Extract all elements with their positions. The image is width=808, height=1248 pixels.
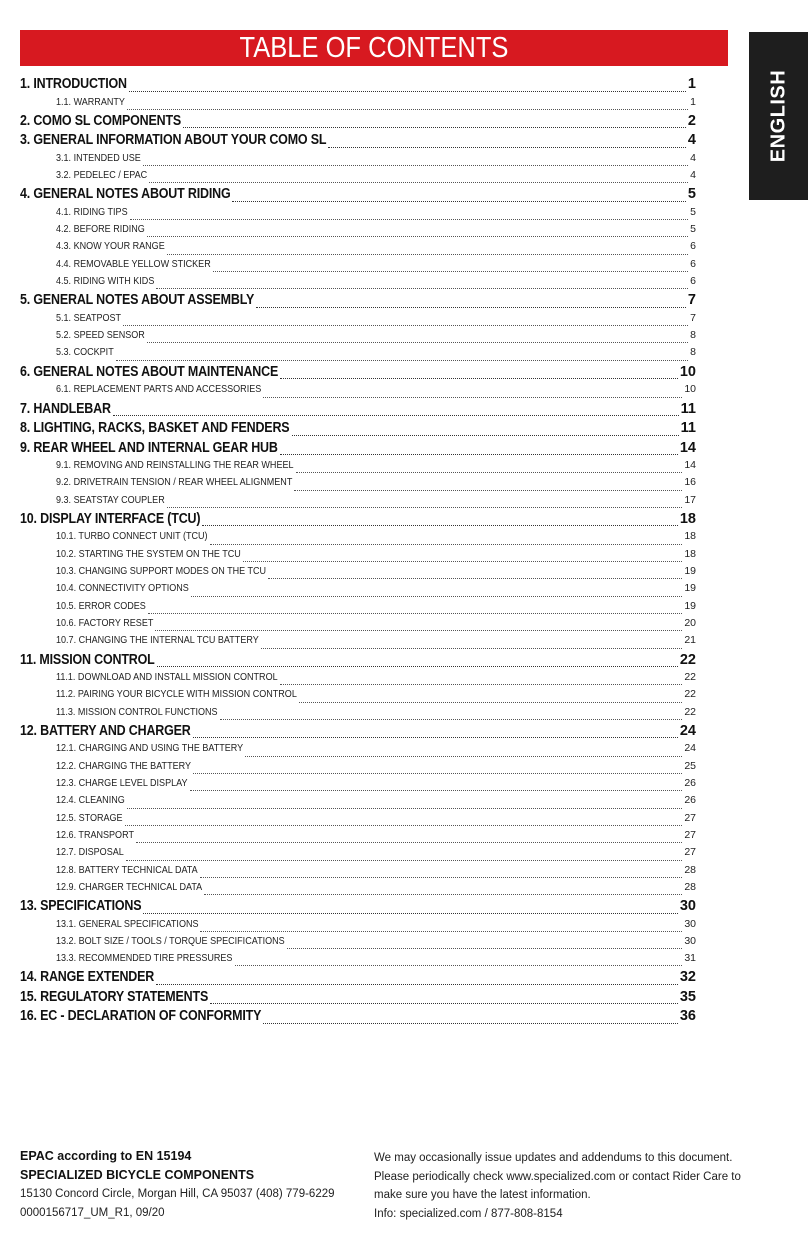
toc-entry-label: 13.3. RECOMMENDED TIRE PRESSURES bbox=[56, 952, 233, 965]
toc-page-number: 21 bbox=[684, 634, 696, 647]
toc-dot-leader bbox=[299, 702, 682, 703]
toc-entry-label: 10.7. CHANGING THE INTERNAL TCU BATTERY bbox=[56, 634, 259, 647]
toc-page-number: 7 bbox=[690, 311, 696, 324]
toc-section-entry[interactable] bbox=[20, 989, 696, 1009]
toc-dot-leader bbox=[155, 630, 682, 631]
toc-entry-label: 12.4. CLEANING bbox=[56, 794, 125, 807]
toc-dot-leader bbox=[113, 415, 679, 416]
toc-page-number: 14 bbox=[684, 459, 696, 472]
toc-entry-label: 11.3. MISSION CONTROL FUNCTIONS bbox=[56, 705, 218, 718]
toc-page-number: 17 bbox=[684, 493, 696, 506]
toc-section-entry[interactable] bbox=[20, 1008, 696, 1028]
toc-section-entry[interactable] bbox=[20, 723, 696, 743]
toc-entry-label: 6.1. REPLACEMENT PARTS AND ACCESSORIES bbox=[56, 383, 262, 396]
footer-update-notice bbox=[374, 1149, 794, 1223]
toc-page-number: 2 bbox=[687, 112, 696, 129]
toc-dot-leader bbox=[149, 182, 688, 183]
toc-subsection-entry[interactable] bbox=[20, 846, 696, 863]
toc-subsection-entry[interactable] bbox=[20, 530, 696, 547]
toc-dot-leader bbox=[202, 525, 678, 526]
toc-subsection-entry[interactable] bbox=[20, 383, 696, 400]
footer-publisher-info bbox=[20, 1147, 360, 1223]
toc-section-entry[interactable] bbox=[20, 292, 696, 312]
toc-dot-leader bbox=[191, 596, 682, 597]
toc-page-number: 18 bbox=[684, 530, 696, 543]
toc-dot-leader bbox=[136, 842, 682, 843]
toc-entry-label: 1.1. WARRANTY bbox=[56, 95, 125, 108]
toc-dot-leader bbox=[156, 984, 678, 985]
toc-entry-label: 10.6. FACTORY RESET bbox=[56, 616, 154, 629]
toc-subsection-entry[interactable] bbox=[20, 548, 696, 565]
toc-entry-label: 10.1. TURBO CONNECT UNIT (TCU) bbox=[56, 530, 208, 543]
toc-subsection-entry[interactable] bbox=[20, 169, 696, 186]
toc-page-number: 35 bbox=[679, 988, 696, 1005]
toc-entry-label: 12.6. TRANSPORT bbox=[56, 828, 134, 841]
toc-entry-label: 12.3. CHARGE LEVEL DISPLAY bbox=[56, 777, 188, 790]
toc-dot-leader bbox=[280, 684, 683, 685]
toc-page-number: 10 bbox=[679, 363, 696, 380]
toc-section-entry[interactable] bbox=[20, 132, 696, 152]
toc-subsection-entry[interactable] bbox=[20, 258, 696, 275]
toc-page-number: 22 bbox=[679, 651, 696, 668]
toc-page-number: 8 bbox=[690, 346, 696, 359]
toc-subsection-entry[interactable] bbox=[20, 671, 696, 688]
toc-subsection-entry[interactable] bbox=[20, 223, 696, 240]
footer-address: 15130 Concord Circle, Morgan Hill, CA 95037 (408) 779-6229 bbox=[20, 1188, 335, 1200]
toc-subsection-entry[interactable] bbox=[20, 494, 696, 511]
toc-dot-leader bbox=[328, 147, 686, 148]
toc-page-number: 8 bbox=[690, 329, 696, 342]
toc-subsection-entry[interactable] bbox=[20, 918, 696, 935]
toc-dot-leader bbox=[167, 507, 683, 508]
toc-subsection-entry[interactable] bbox=[20, 96, 696, 113]
toc-entry-label: 3.2. PEDELEC / EPAC bbox=[56, 169, 148, 182]
footer-notice-line: We may occasionally issue updates and addendums to this document. bbox=[374, 1152, 733, 1164]
toc-subsection-entry[interactable] bbox=[20, 329, 696, 346]
toc-dot-leader bbox=[256, 307, 686, 308]
table-of-contents bbox=[20, 76, 696, 1028]
toc-entry-label: 12.9. CHARGER TECHNICAL DATA bbox=[56, 880, 203, 893]
toc-dot-leader bbox=[143, 165, 688, 166]
toc-subsection-entry[interactable] bbox=[20, 634, 696, 651]
toc-entry-label: 13.2. BOLT SIZE / TOOLS / TORQUE SPECIFICATIONS bbox=[56, 934, 285, 947]
toc-dot-leader bbox=[245, 756, 682, 757]
toc-subsection-entry[interactable] bbox=[20, 864, 696, 881]
toc-entry-label: 13. SPECIFICATIONS bbox=[20, 898, 142, 915]
toc-page-number: 22 bbox=[684, 705, 696, 718]
footer-epac-standard: EPAC according to EN 15194 bbox=[20, 1149, 192, 1163]
toc-entry-label: 5.2. SPEED SENSOR bbox=[56, 329, 145, 342]
toc-entry-label: 9.2. DRIVETRAIN TENSION / REAR WHEEL ALIGNMENT bbox=[56, 476, 293, 489]
toc-dot-leader bbox=[287, 948, 683, 949]
toc-dot-leader bbox=[232, 201, 685, 202]
toc-subsection-entry[interactable] bbox=[20, 617, 696, 634]
toc-subsection-entry[interactable] bbox=[20, 565, 696, 582]
toc-entry-label: 5.3. COCKPIT bbox=[56, 346, 114, 359]
toc-subsection-entry[interactable] bbox=[20, 152, 696, 169]
toc-section-entry[interactable] bbox=[20, 186, 696, 206]
toc-dot-leader bbox=[204, 894, 682, 895]
toc-dot-leader bbox=[157, 666, 678, 667]
toc-subsection-entry[interactable] bbox=[20, 600, 696, 617]
toc-subsection-entry[interactable] bbox=[20, 346, 696, 363]
toc-page-number: 36 bbox=[679, 1008, 696, 1025]
toc-entry-label: 10.4. CONNECTIVITY OPTIONS bbox=[56, 582, 189, 595]
toc-dot-leader bbox=[235, 965, 683, 966]
toc-entry-label: 10.2. STARTING THE SYSTEM ON THE TCU bbox=[56, 547, 241, 560]
toc-dot-leader bbox=[147, 236, 688, 237]
toc-dot-leader bbox=[130, 219, 689, 220]
toc-entry-label: 4.2. BEFORE RIDING bbox=[56, 223, 145, 236]
toc-entry-label: 9.3. SEATSTAY COUPLER bbox=[56, 493, 165, 506]
toc-page-number: 1 bbox=[687, 76, 696, 92]
toc-page-number: 28 bbox=[684, 863, 696, 876]
toc-page-number: 19 bbox=[684, 582, 696, 595]
toc-section-entry[interactable] bbox=[20, 440, 696, 460]
toc-entry-label: 2. COMO SL COMPONENTS bbox=[20, 112, 182, 129]
toc-page-number: 11 bbox=[680, 400, 696, 417]
toc-dot-leader bbox=[129, 91, 686, 92]
footer-notice-line: Please periodically check www.specialized.com or contact Rider Care to bbox=[374, 1170, 741, 1183]
toc-entry-label: 9.1. REMOVING AND REINSTALLING THE REAR WHEEL bbox=[56, 459, 294, 472]
toc-dot-leader bbox=[116, 360, 688, 361]
toc-dot-leader bbox=[123, 325, 688, 326]
toc-page-number: 16 bbox=[684, 476, 696, 489]
toc-entry-label: 4.5. RIDING WITH KIDS bbox=[56, 275, 155, 288]
toc-subsection-entry[interactable] bbox=[20, 777, 696, 794]
toc-dot-leader bbox=[143, 913, 677, 914]
toc-entry-label: 8. LIGHTING, RACKS, BASKET AND FENDERS bbox=[20, 420, 290, 437]
toc-dot-leader bbox=[294, 490, 682, 491]
toc-entry-label: 3. GENERAL INFORMATION ABOUT YOUR COMO SL bbox=[20, 132, 327, 149]
toc-dot-leader bbox=[148, 613, 682, 614]
toc-entry-label: 10.3. CHANGING SUPPORT MODES ON THE TCU bbox=[56, 565, 267, 578]
toc-dot-leader bbox=[243, 561, 682, 562]
toc-page-number: 7 bbox=[687, 292, 696, 309]
toc-page-number: 6 bbox=[690, 257, 696, 270]
footer-contact-info: Info: specialized.com / 877-808-8154 bbox=[374, 1207, 563, 1220]
toc-dot-leader bbox=[190, 790, 683, 791]
toc-dot-leader bbox=[263, 397, 682, 398]
toc-entry-label: 12.8. BATTERY TECHNICAL DATA bbox=[56, 863, 198, 876]
toc-page-number: 10 bbox=[684, 383, 696, 396]
title-banner bbox=[20, 30, 728, 66]
toc-entry-label: 12.7. DISPOSAL bbox=[56, 846, 124, 859]
toc-dot-leader bbox=[296, 472, 683, 473]
toc-dot-leader bbox=[261, 648, 683, 649]
toc-page-number: 24 bbox=[684, 742, 696, 755]
toc-entry-label: 12. BATTERY AND CHARGER bbox=[20, 722, 191, 739]
toc-subsection-entry[interactable] bbox=[20, 582, 696, 599]
toc-entry-label: 4. GENERAL NOTES ABOUT RIDING bbox=[20, 186, 231, 203]
toc-page-number: 4 bbox=[690, 169, 696, 182]
toc-dot-leader bbox=[147, 342, 688, 343]
toc-section-entry[interactable] bbox=[20, 969, 696, 989]
toc-dot-leader bbox=[127, 109, 688, 110]
toc-subsection-entry[interactable] bbox=[20, 476, 696, 493]
footer-company-name: SPECIALIZED BICYCLE COMPONENTS bbox=[20, 1168, 255, 1182]
toc-entry-label: 11.1. DOWNLOAD AND INSTALL MISSION CONTROL bbox=[56, 671, 278, 684]
toc-page-number: 14 bbox=[679, 439, 696, 456]
footer-notice-line: make sure you have the latest information. bbox=[374, 1189, 591, 1201]
toc-entry-label: 5. GENERAL NOTES ABOUT ASSEMBLY bbox=[20, 292, 255, 309]
toc-page-number: 22 bbox=[684, 671, 696, 684]
toc-dot-leader bbox=[193, 773, 682, 774]
toc-entry-label: 14. RANGE EXTENDER bbox=[20, 969, 155, 986]
toc-entry-label: 9. REAR WHEEL AND INTERNAL GEAR HUB bbox=[20, 439, 278, 456]
toc-entry-label: 11.2. PAIRING YOUR BICYCLE WITH MISSION CONTROL bbox=[56, 688, 297, 701]
toc-page-number: 6 bbox=[690, 240, 696, 253]
toc-subsection-entry[interactable] bbox=[20, 881, 696, 898]
toc-subsection-entry[interactable] bbox=[20, 459, 696, 476]
toc-dot-leader bbox=[220, 719, 683, 720]
toc-page-number: 27 bbox=[684, 811, 696, 824]
toc-dot-leader bbox=[210, 1003, 678, 1004]
toc-section-entry[interactable] bbox=[20, 420, 696, 440]
toc-dot-leader bbox=[167, 254, 688, 255]
toc-entry-label: 12.1. CHARGING AND USING THE BATTERY bbox=[56, 742, 244, 755]
toc-entry-label: 4.3. KNOW YOUR RANGE bbox=[56, 240, 165, 253]
toc-entry-label: 4.1. RIDING TIPS bbox=[56, 205, 128, 218]
toc-entry-label: 13.1. GENERAL SPECIFICATIONS bbox=[56, 917, 199, 930]
toc-dot-leader bbox=[183, 127, 686, 128]
toc-page-number: 26 bbox=[684, 777, 696, 790]
toc-page-number: 19 bbox=[684, 599, 696, 612]
toc-page-number: 4 bbox=[687, 132, 696, 149]
toc-page-number: 1 bbox=[690, 95, 696, 108]
toc-page-number: 30 bbox=[679, 898, 696, 915]
toc-entry-label: 1. INTRODUCTION bbox=[20, 76, 127, 92]
toc-subsection-entry[interactable] bbox=[20, 742, 696, 759]
toc-page-number: 32 bbox=[679, 969, 696, 986]
toc-page-number: 18 bbox=[684, 547, 696, 560]
toc-subsection-entry[interactable] bbox=[20, 706, 696, 723]
toc-section-entry[interactable] bbox=[20, 511, 696, 531]
toc-dot-leader bbox=[210, 544, 683, 545]
toc-dot-leader bbox=[292, 435, 679, 436]
toc-entry-label: 16. EC - DECLARATION OF CONFORMITY bbox=[20, 1008, 262, 1025]
toc-page-number: 24 bbox=[679, 722, 696, 739]
language-tab bbox=[749, 32, 808, 200]
toc-subsection-entry[interactable] bbox=[20, 688, 696, 705]
toc-entry-label: 7. HANDLEBAR bbox=[20, 400, 111, 417]
toc-section-entry[interactable] bbox=[20, 364, 696, 384]
toc-entry-label: 12.2. CHARGING THE BATTERY bbox=[56, 759, 191, 772]
toc-dot-leader bbox=[213, 271, 688, 272]
toc-page-number: 27 bbox=[684, 828, 696, 841]
toc-entry-label: 6. GENERAL NOTES ABOUT MAINTENANCE bbox=[20, 363, 279, 380]
toc-page-number: 27 bbox=[684, 846, 696, 859]
toc-dot-leader bbox=[263, 1023, 678, 1024]
toc-page-number: 5 bbox=[690, 205, 696, 218]
toc-page-number: 5 bbox=[687, 186, 696, 203]
toc-page-number: 28 bbox=[684, 880, 696, 893]
toc-dot-leader bbox=[126, 860, 683, 861]
toc-page-number: 31 bbox=[684, 952, 696, 965]
toc-entry-label: 12.5. STORAGE bbox=[56, 811, 123, 824]
toc-entry-label: 10.5. ERROR CODES bbox=[56, 599, 146, 612]
toc-dot-leader bbox=[280, 454, 678, 455]
toc-page-number: 11 bbox=[680, 420, 696, 437]
toc-dot-leader bbox=[156, 288, 688, 289]
toc-page-number: 25 bbox=[684, 759, 696, 772]
toc-subsection-entry[interactable] bbox=[20, 312, 696, 329]
toc-dot-leader bbox=[268, 578, 682, 579]
language-tab-label: ENGLISH bbox=[767, 69, 789, 163]
toc-section-entry[interactable] bbox=[20, 113, 696, 133]
toc-dot-leader bbox=[127, 808, 683, 809]
toc-page-number: 30 bbox=[684, 934, 696, 947]
toc-subsection-entry[interactable] bbox=[20, 275, 696, 292]
toc-page-number: 22 bbox=[684, 688, 696, 701]
toc-page-number: 19 bbox=[684, 565, 696, 578]
toc-page-number: 18 bbox=[679, 510, 696, 527]
toc-page-number: 26 bbox=[684, 794, 696, 807]
toc-section-entry[interactable] bbox=[20, 401, 696, 421]
toc-subsection-entry[interactable] bbox=[20, 240, 696, 257]
toc-dot-leader bbox=[125, 825, 683, 826]
toc-entry-label: 5.1. SEATPOST bbox=[56, 311, 122, 324]
toc-section-entry[interactable] bbox=[20, 898, 696, 918]
page-title: TABLE OF CONTENTS bbox=[239, 32, 509, 64]
toc-dot-leader bbox=[200, 877, 683, 878]
toc-section-entry[interactable] bbox=[20, 652, 696, 672]
toc-dot-leader bbox=[280, 378, 678, 379]
toc-entry-label: 3.1. INTENDED USE bbox=[56, 151, 141, 164]
toc-entry-label: 11. MISSION CONTROL bbox=[20, 651, 155, 668]
toc-subsection-entry[interactable] bbox=[20, 829, 696, 846]
toc-dot-leader bbox=[200, 931, 682, 932]
toc-entry-label: 4.4. REMOVABLE YELLOW STICKER bbox=[56, 257, 211, 270]
toc-page-number: 5 bbox=[690, 223, 696, 236]
toc-page-number: 30 bbox=[684, 917, 696, 930]
toc-subsection-entry[interactable] bbox=[20, 952, 696, 969]
footer-doc-number: 0000156717_UM_R1, 09/20 bbox=[20, 1207, 165, 1219]
toc-subsection-entry[interactable] bbox=[20, 760, 696, 777]
toc-page-number: 4 bbox=[690, 151, 696, 164]
toc-entry-label: 10. DISPLAY INTERFACE (TCU) bbox=[20, 510, 201, 527]
toc-page-number: 6 bbox=[690, 275, 696, 288]
toc-dot-leader bbox=[193, 737, 678, 738]
toc-subsection-entry[interactable] bbox=[20, 794, 696, 811]
toc-section-entry[interactable] bbox=[20, 76, 696, 96]
toc-subsection-entry[interactable] bbox=[20, 935, 696, 952]
toc-subsection-entry[interactable] bbox=[20, 206, 696, 223]
toc-page-number: 20 bbox=[684, 616, 696, 629]
toc-entry-label: 15. REGULATORY STATEMENTS bbox=[20, 988, 209, 1005]
toc-subsection-entry[interactable] bbox=[20, 812, 696, 829]
